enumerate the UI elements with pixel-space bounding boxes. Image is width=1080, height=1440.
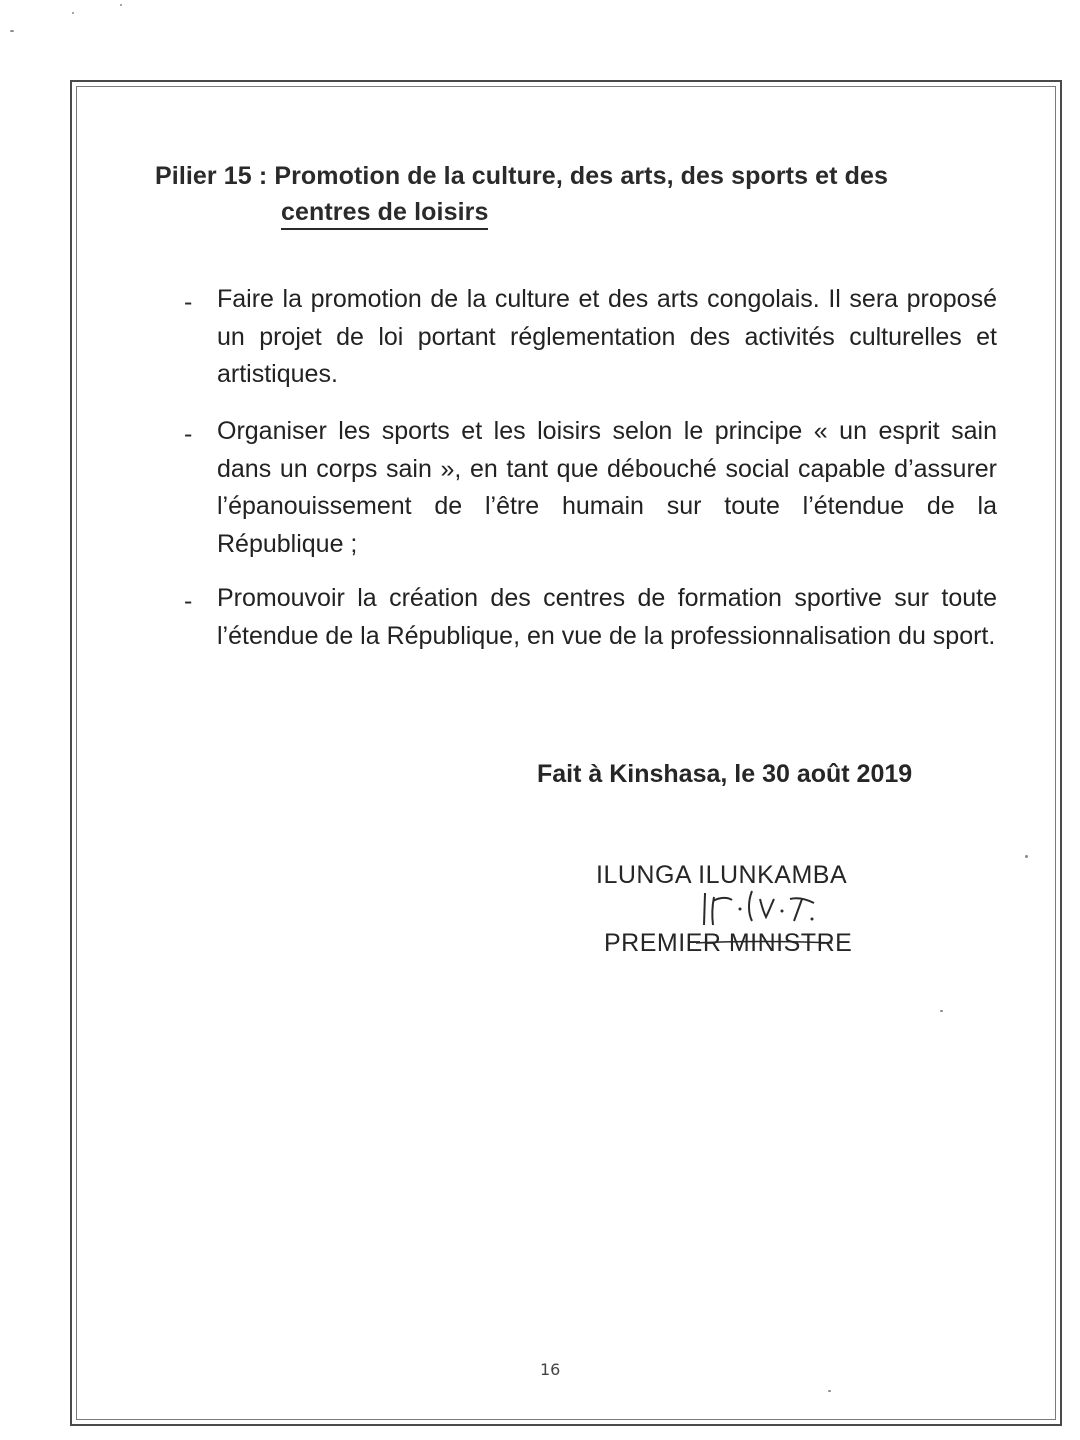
scan-speck [10, 30, 14, 32]
page-number: 16 [540, 1360, 561, 1379]
bullet-marker: - [184, 587, 193, 615]
signatory-title: PREMIER MINISTRE [604, 929, 853, 957]
scan-speck [72, 12, 74, 14]
scan-speck [120, 4, 122, 6]
bullet-marker: - [184, 420, 193, 448]
bullet-item-1: Faire la promotion de la culture et des arts congolais. Il sera proposé un projet de loi portant réglementation des activités culturelles et artistiques. [217, 285, 997, 388]
heading-line-1: Pilier 15 : Promotion de la culture, des arts, des sports et des [155, 162, 889, 190]
bullet-item-3: Promouvoir la création des centres de formation sportive sur toute l’étendue de la République, en vue de la professionnalisation du sport. [217, 584, 997, 650]
section-heading [155, 158, 1005, 230]
bullet-item-2: Organiser les sports et les loisirs selon le principe « un esprit sain dans un corps sain », en tant que débouché social capable d’assurer l’épanouissement de l’être humain sur toute l’étendue de la République ; [217, 417, 997, 558]
signatory-name: ILUNGA ILUNKAMBA [596, 861, 848, 889]
bullet-marker: - [184, 288, 193, 316]
place-and-date: Fait à Kinshasa, le 30 août 2019 [537, 760, 913, 788]
heading-line-2: centres de loisirs [281, 197, 488, 230]
